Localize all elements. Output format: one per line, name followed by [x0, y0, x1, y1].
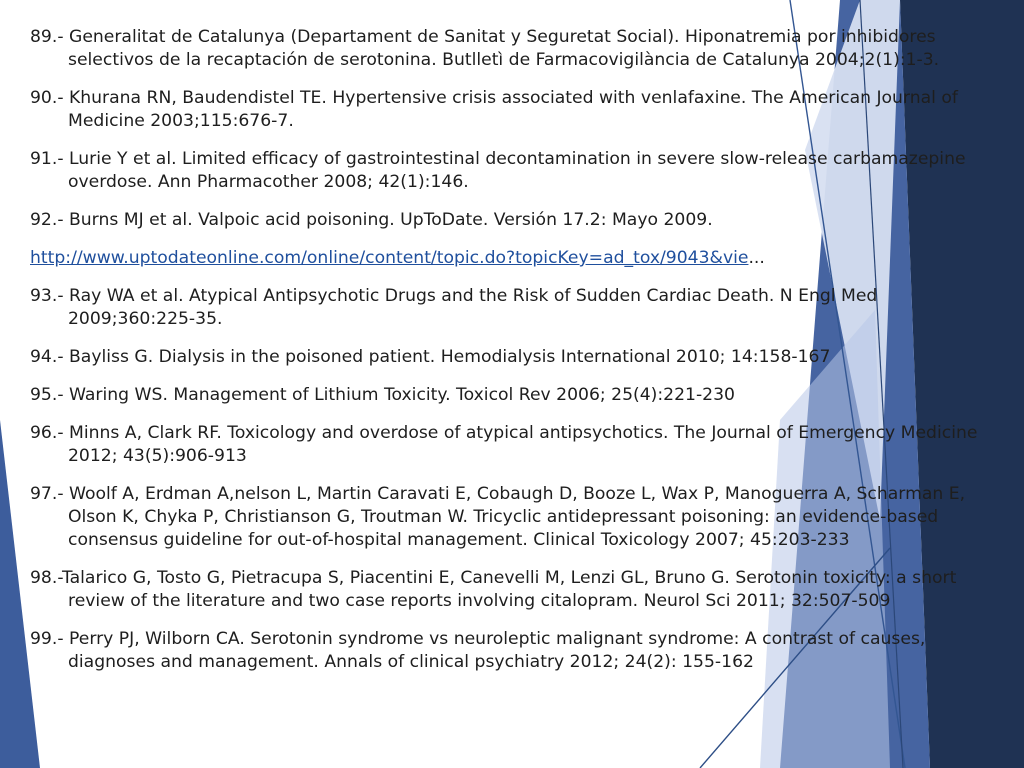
- reference-92-link-suffix: ...: [748, 248, 765, 268]
- reference-93: 93.- Ray WA et al. Atypical Antipsychotic Drugs and the Risk of Sudden Cardiac Death. N Engl Med 2009;360:225-35.: [30, 286, 878, 329]
- references-list: [30, 26, 980, 689]
- reference-92-url: [30, 247, 980, 270]
- reference-98: 98.-Talarico G, Tosto G, Pietracupa S, Piacentini E, Canevelli M, Lenzi GL, Bruno G. Serotonin toxicity: a short review of the literature and two case reports involving citalopram. Neurol Sci 2011; 32:507-509: [30, 568, 957, 611]
- reference-92-link[interactable]: http://www.uptodateonline.com/online/content/topic.do?topicKey=ad_tox/9043&vie: [30, 248, 749, 268]
- reference-94: 94.- Bayliss G. Dialysis in the poisoned patient. Hemodialysis International 2010; 14:158-167: [30, 347, 831, 367]
- reference-92: 92.- Burns MJ et al. Valpoic acid poisoning. UpToDate. Versión 17.2: Mayo 2009.: [30, 210, 713, 230]
- reference-90: 90.- Khurana RN, Baudendistel TE. Hypertensive crisis associated with venlafaxine. The American Journal of Medicine 2003;115:676-7.: [30, 88, 958, 131]
- reference-99: 99.- Perry PJ, Wilborn CA. Serotonin syndrome vs neuroleptic malignant syndrome: A contrast of causes, diagnoses and management. Annals of clinical psychiatry 2012; 24(2): 155-162: [30, 629, 926, 672]
- reference-91: 91.- Lurie Y et al. Limited efficacy of gastrointestinal decontamination in severe slow-release carbamazepine overdose. Ann Pharmacother 2008; 42(1):146.: [30, 149, 966, 192]
- reference-96: 96.- Minns A, Clark RF. Toxicology and overdose of atypical antipsychotics. The Journal of Emergency Medicine 2012; 43(5):906-913: [30, 423, 978, 466]
- reference-97: 97.- Woolf A, Erdman A,nelson L, Martin Caravati E, Cobaugh D, Booze L, Wax P, Manoguerra A, Scharman E, Olson K, Chyka P, Christianson G, Troutman W. Tricyclic antidepressant poisoning: an evidence-based consensus guideline for out-of-hospital management. Clinical Toxicology 2007; 45:203-233: [30, 484, 966, 550]
- reference-89: 89.- Generalitat de Catalunya (Departament de Sanitat y Seguretat Social). Hiponatremia por inhibidores selectivos de la recaptación de serotonina. Butlletì de Farmacovigilància de Catalunya 2004;2(1):1-3.: [30, 27, 940, 70]
- reference-95: 95.- Waring WS. Management of Lithium Toxicity. Toxicol Rev 2006; 25(4):221-230: [30, 385, 735, 405]
